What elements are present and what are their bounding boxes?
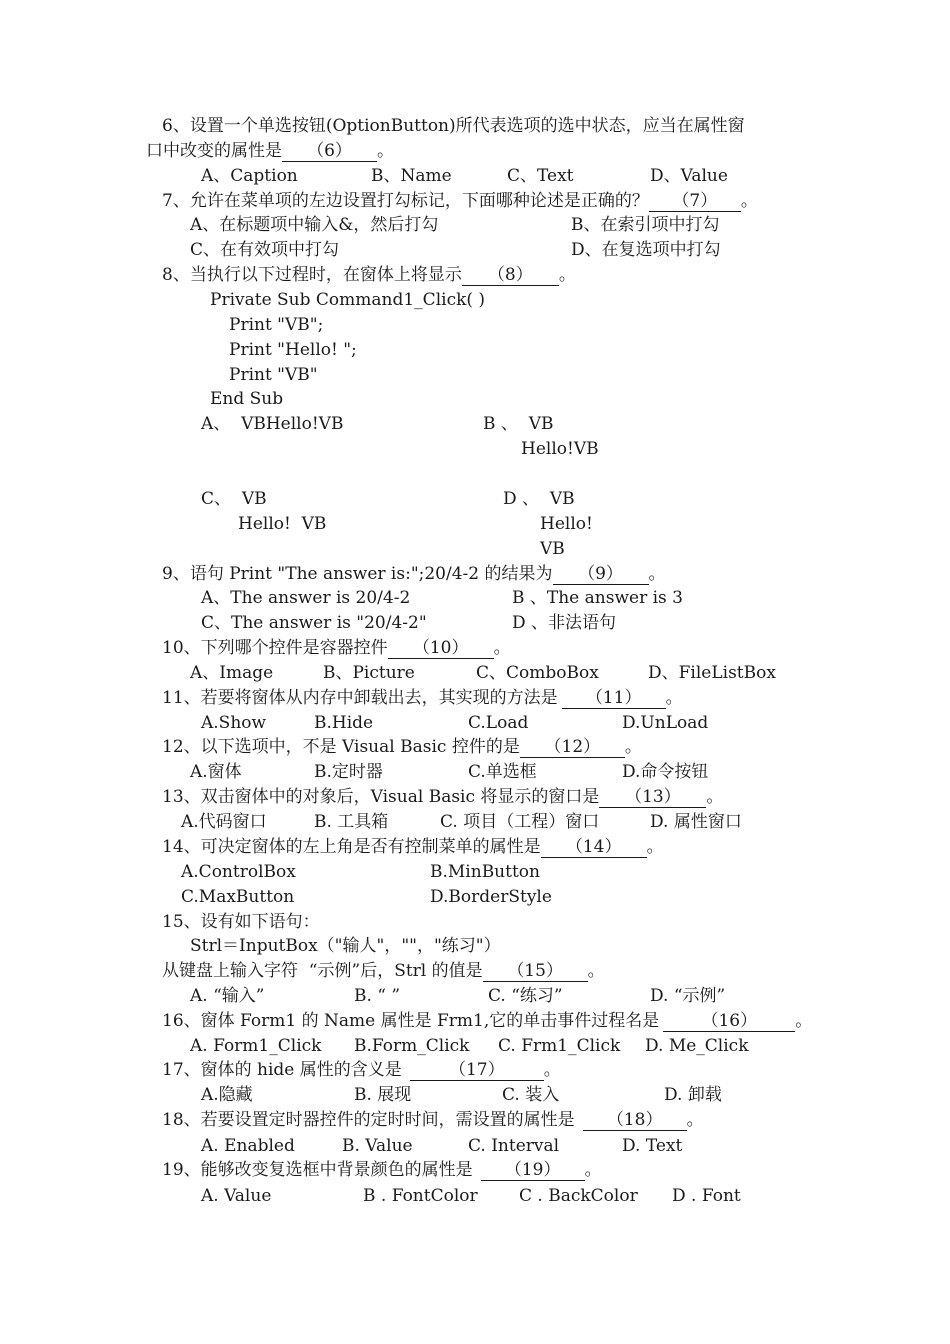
q17-option-b[interactable]: B. 展现	[354, 1085, 412, 1105]
q12-stem-end: 。	[624, 737, 642, 757]
q6-option-d[interactable]: D、Value	[650, 166, 728, 186]
q18-stem	[162, 1110, 704, 1131]
q15-option-b[interactable]: B. “ ”	[354, 986, 401, 1006]
q9-option-c[interactable]: C、The answer is "20/4-2"	[201, 613, 427, 633]
q8-option-d-line1[interactable]: D 、 VB	[503, 489, 575, 509]
q14-stem-end: 。	[646, 837, 664, 857]
q7-answer-blank[interactable]: （7）	[649, 191, 741, 212]
q16-option-a[interactable]: A. Form1_Click	[190, 1036, 322, 1056]
q18-stem-end: 。	[686, 1110, 704, 1130]
q14-stem	[162, 837, 664, 858]
q17-stem	[162, 1060, 561, 1081]
q14-answer-blank[interactable]: （14）	[541, 837, 647, 858]
q18-option-d[interactable]: D. Text	[622, 1136, 683, 1156]
q8-code-line-print2: Print "Hello! ";	[229, 340, 357, 360]
q8-code-line-print3: Print "VB"	[229, 365, 318, 385]
q17-option-d[interactable]: D. 卸载	[664, 1085, 722, 1105]
q12-stem	[162, 737, 642, 758]
q17-option-a[interactable]: A.隐藏	[201, 1085, 253, 1105]
q19-option-b[interactable]: B . FontColor	[363, 1186, 478, 1206]
q8-option-d-line3[interactable]: VB	[540, 539, 565, 559]
q13-option-c[interactable]: C. 项目（工程）窗口	[440, 812, 600, 832]
q19-stem-end: 。	[584, 1160, 602, 1180]
q19-stem	[162, 1160, 602, 1181]
q18-option-c[interactable]: C. Interval	[468, 1136, 560, 1156]
q10-stem-end: 。	[493, 638, 511, 658]
q16-stem-text: 16、窗体 Form1 的 Name 属性是 Frm1,它的单击事件过程名是	[162, 1011, 660, 1031]
q10-stem	[162, 638, 511, 659]
q11-option-c[interactable]: C.Load	[468, 713, 529, 733]
q19-option-d[interactable]: D . Font	[672, 1186, 741, 1206]
q6-stem-text: 口中改变的属性是	[146, 141, 282, 161]
q8-option-c-line1[interactable]: C、 VB	[201, 489, 267, 509]
q18-option-b[interactable]: B. Value	[342, 1136, 413, 1156]
q14-option-a[interactable]: A.ControlBox	[181, 862, 296, 882]
q6-answer-blank[interactable]: （6）	[282, 141, 377, 162]
q17-answer-blank[interactable]: （17）	[410, 1060, 544, 1081]
q6-option-c[interactable]: C、Text	[507, 166, 574, 186]
q8-answer-blank[interactable]: （8）	[462, 265, 559, 286]
q8-stem-text: 8、当执行以下过程时，在窗体上将显示	[162, 265, 462, 285]
q13-option-b[interactable]: B. 工具箱	[314, 812, 389, 832]
q16-stem-end: 。	[795, 1011, 813, 1031]
q8-option-b-line2[interactable]: Hello!VB	[521, 439, 599, 459]
q16-option-b[interactable]: B.Form_Click	[354, 1036, 470, 1056]
q17-option-c[interactable]: C. 装入	[502, 1085, 560, 1105]
q14-option-d[interactable]: D.BorderStyle	[430, 887, 552, 907]
q19-answer-blank[interactable]: （19）	[481, 1160, 585, 1181]
q10-stem-text: 10、下列哪个控件是容器控件	[162, 638, 388, 658]
q8-option-c-line2[interactable]: Hello! VB	[238, 514, 327, 534]
q11-stem-end: 。	[665, 688, 683, 708]
q18-stem-text: 18、若要设置定时器控件的定时时间，需设置的属性是	[162, 1110, 575, 1130]
q19-stem-text: 19、能够改变复选框中背景颜色的属性是	[162, 1160, 473, 1180]
q8-code-line-print1: Print "VB";	[229, 315, 324, 335]
q6-stem-line2	[146, 141, 394, 162]
q10-option-b[interactable]: B、Picture	[323, 663, 415, 683]
q15-option-a[interactable]: A. “输入”	[190, 986, 265, 1006]
q6-option-b[interactable]: B、Name	[371, 166, 452, 186]
q6-stem-end: 。	[377, 141, 394, 161]
q15-stem-end: 。	[587, 961, 605, 981]
q15-stem-text: 从键盘上输入字符 “示例”后，Strl 的值是	[162, 961, 483, 981]
q8-option-d-line2[interactable]: Hello!	[540, 514, 593, 534]
q18-option-a[interactable]: A. Enabled	[201, 1136, 295, 1156]
q16-option-d[interactable]: D. Me_Click	[645, 1036, 749, 1056]
q15-option-d[interactable]: D. “示例”	[650, 986, 726, 1006]
q19-option-a[interactable]: A. Value	[201, 1186, 272, 1206]
q12-option-d[interactable]: D.命令按钮	[622, 762, 709, 782]
q12-stem-text: 12、以下选项中，不是 Visual Basic 控件的是	[162, 737, 520, 757]
q12-option-a[interactable]: A.窗体	[190, 762, 242, 782]
q14-option-b[interactable]: B.MinButton	[430, 862, 540, 882]
q9-answer-blank[interactable]: （9）	[553, 564, 649, 585]
q11-answer-blank[interactable]: （11）	[562, 688, 666, 709]
q16-option-c[interactable]: C. Frm1_Click	[498, 1036, 621, 1056]
q6-option-a[interactable]: A、Caption	[201, 166, 298, 186]
q7-stem-text: 7、允许在菜单项的左边设置打勾标记，下面哪种论述是正确的？	[162, 191, 649, 211]
q8-code-line-sub: Private Sub Command1_Click( )	[210, 290, 486, 310]
q9-stem-text: 9、语句 Print "The answer is:";20/4-2 的结果为	[162, 564, 553, 584]
q10-option-a[interactable]: A、Image	[190, 663, 274, 683]
q13-option-d[interactable]: D. 属性窗口	[650, 812, 742, 832]
q8-stem	[162, 265, 576, 286]
q11-option-d[interactable]: D.UnLoad	[622, 713, 709, 733]
q9-option-d[interactable]: D 、非法语句	[512, 613, 617, 633]
q9-stem-end: 。	[648, 564, 666, 584]
q15-code-line: Strl＝InputBox（"输人"，""，"练习"）	[190, 936, 501, 956]
q14-stem-text: 14、可决定窗体的左上角是否有控制菜单的属性是	[162, 837, 541, 857]
q8-option-a[interactable]: A、 VBHello!VB	[201, 414, 344, 434]
q8-option-b-line1[interactable]: B 、 VB	[483, 414, 554, 434]
q8-stem-end: 。	[558, 265, 576, 285]
q12-answer-blank[interactable]: （12）	[520, 737, 625, 758]
q7-option-a[interactable]: A、在标题项中输入&，然后打勾	[190, 215, 439, 235]
q6-stem-line1: 6、设置一个单选按钮(OptionButton)所代表选项的选中状态，应当在属性窗	[162, 116, 745, 136]
q11-stem-text: 11、若要将窗体从内存中卸载出去，其实现的方法是	[162, 688, 558, 708]
q15-stem-line1: 15、设有如下语句：	[162, 912, 320, 932]
q16-answer-blank[interactable]: （16）	[663, 1011, 795, 1032]
q13-stem-text: 13、双击窗体中的对象后，Visual Basic 将显示的窗口是	[162, 787, 600, 807]
q7-option-c[interactable]: C、在有效项中打勾	[190, 240, 340, 260]
q13-stem	[162, 787, 723, 808]
q14-option-c[interactable]: C.MaxButton	[181, 887, 295, 907]
q7-stem-end: 。	[740, 191, 758, 211]
q10-answer-blank[interactable]: （10）	[388, 638, 494, 659]
q10-option-c[interactable]: C、ComboBox	[476, 663, 599, 683]
q8-code-line-endsub: End Sub	[210, 389, 284, 409]
q11-option-b[interactable]: B.Hide	[314, 713, 374, 733]
q9-option-a[interactable]: A、The answer is 20/4-2	[201, 588, 411, 608]
q13-option-a[interactable]: A.代码窗口	[181, 812, 267, 832]
q11-stem	[162, 688, 683, 709]
q19-option-c[interactable]: C . BackColor	[519, 1186, 638, 1206]
q17-stem-text: 17、窗体的 hide 属性的含义是	[162, 1060, 402, 1080]
q7-stem	[162, 191, 758, 212]
q16-stem	[162, 1011, 812, 1032]
q13-answer-blank[interactable]: （13）	[599, 787, 706, 808]
q15-option-c[interactable]: C. “练习”	[488, 986, 563, 1006]
q10-option-d[interactable]: D、FileListBox	[648, 663, 776, 683]
q15-stem-line3	[162, 961, 605, 982]
q12-option-b[interactable]: B.定时器	[314, 762, 383, 782]
q18-answer-blank[interactable]: （18）	[583, 1110, 687, 1131]
q7-option-d[interactable]: D、在复选项中打勾	[571, 240, 721, 260]
q9-stem	[162, 564, 666, 585]
q7-option-b[interactable]: B、在索引项中打勾	[571, 215, 720, 235]
q11-option-a[interactable]: A.Show	[201, 713, 267, 733]
q15-answer-blank[interactable]: （15）	[483, 961, 588, 982]
q9-option-b[interactable]: B 、The answer is 3	[512, 588, 683, 608]
q17-stem-end: 。	[543, 1060, 561, 1080]
q13-stem-end: 。	[706, 787, 724, 807]
q12-option-c[interactable]: C.单选框	[468, 762, 537, 782]
